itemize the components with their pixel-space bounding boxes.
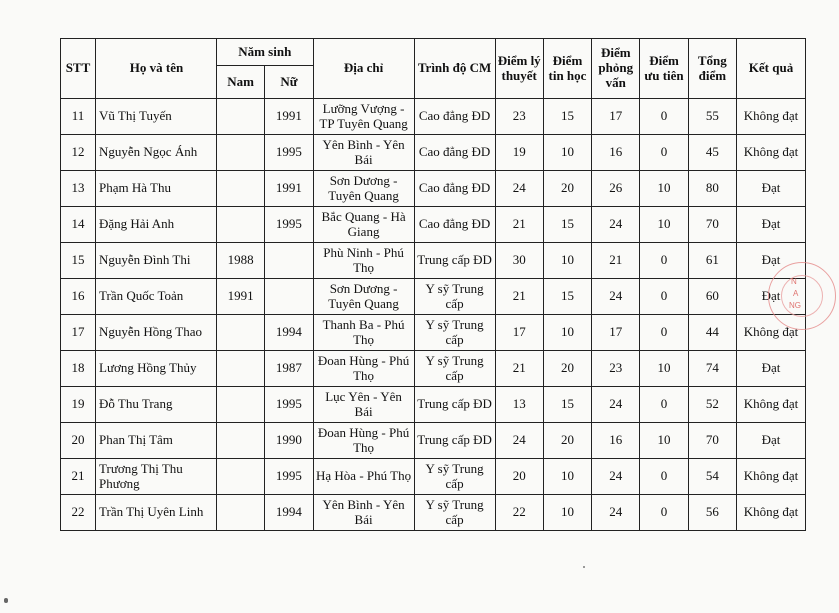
cell-priority-score: 0: [640, 459, 688, 495]
cell-theory-score: 19: [495, 135, 543, 171]
header-male: Nam: [217, 66, 265, 99]
header-interview: Điểm phỏng vấn: [592, 39, 640, 99]
cell-birth-male: 1988: [217, 243, 265, 279]
header-result: Kết quả: [737, 39, 806, 99]
cell-interview-score: 24: [592, 279, 640, 315]
table-row: [61, 315, 806, 351]
table-row: [61, 387, 806, 423]
cell-it-score: 20: [543, 171, 591, 207]
cell-birth-female: 1991: [265, 171, 313, 207]
cell-total-score: 80: [688, 171, 736, 207]
cell-result: Không đạt: [737, 315, 806, 351]
cell-interview-score: 24: [592, 207, 640, 243]
cell-name: Trần Thị Uyên Linh: [96, 495, 217, 531]
cell-interview-score: 23: [592, 351, 640, 387]
table-row: [61, 243, 806, 279]
cell-address: Lưỡng Vượng - TP Tuyên Quang: [313, 99, 414, 135]
cell-it-score: 10: [543, 135, 591, 171]
cell-result: Không đạt: [737, 459, 806, 495]
cell-priority-score: 10: [640, 171, 688, 207]
cell-name: Phạm Hà Thu: [96, 171, 217, 207]
cell-birth-male: [217, 351, 265, 387]
cell-it-score: 20: [543, 423, 591, 459]
cell-theory-score: 21: [495, 351, 543, 387]
cell-birth-male: [217, 315, 265, 351]
cell-it-score: 10: [543, 243, 591, 279]
cell-address: Hạ Hòa - Phú Thọ: [313, 459, 414, 495]
cell-it-score: 10: [543, 459, 591, 495]
cell-name: Nguyễn Ngọc Ánh: [96, 135, 217, 171]
cell-birth-female: 1995: [265, 387, 313, 423]
table-row: [61, 495, 806, 531]
cell-name: Trần Quốc Toản: [96, 279, 217, 315]
cell-total-score: 70: [688, 423, 736, 459]
cell-priority-score: 10: [640, 207, 688, 243]
cell-stt: 12: [61, 135, 96, 171]
cell-birth-female: 1990: [265, 423, 313, 459]
cell-name: Trương Thị Thu Phương: [96, 459, 217, 495]
header-priority: Điểm ưu tiên: [640, 39, 688, 99]
cell-total-score: 52: [688, 387, 736, 423]
cell-interview-score: 17: [592, 315, 640, 351]
cell-it-score: 20: [543, 351, 591, 387]
cell-priority-score: 0: [640, 279, 688, 315]
cell-birth-female: 1994: [265, 495, 313, 531]
header-stt: STT: [61, 39, 96, 99]
results-table: [60, 38, 806, 531]
cell-address: Đoan Hùng - Phú Thọ: [313, 351, 414, 387]
table-row: [61, 423, 806, 459]
cell-birth-female: 1995: [265, 135, 313, 171]
cell-total-score: 54: [688, 459, 736, 495]
cell-it-score: 15: [543, 99, 591, 135]
cell-it-score: 10: [543, 315, 591, 351]
header-female: Nữ: [265, 66, 313, 99]
cell-level: Cao đẳng ĐD: [414, 99, 495, 135]
cell-birth-male: [217, 207, 265, 243]
table-row: [61, 351, 806, 387]
header-name: Họ và tên: [96, 39, 217, 99]
cell-result: Không đạt: [737, 99, 806, 135]
cell-birth-female: 1995: [265, 207, 313, 243]
table-row: [61, 459, 806, 495]
cell-theory-score: 24: [495, 423, 543, 459]
cell-level: Cao đẳng ĐD: [414, 135, 495, 171]
cell-result: Đạt: [737, 423, 806, 459]
cell-priority-score: 0: [640, 135, 688, 171]
cell-address: Lục Yên - Yên Bái: [313, 387, 414, 423]
cell-birth-female: 1987: [265, 351, 313, 387]
table-body: [61, 99, 806, 531]
cell-stt: 21: [61, 459, 96, 495]
cell-name: Nguyễn Hồng Thao: [96, 315, 217, 351]
cell-birth-female: 1994: [265, 315, 313, 351]
cell-result: Đạt: [737, 351, 806, 387]
header-theory: Điểm lý thuyết: [495, 39, 543, 99]
cell-stt: 11: [61, 99, 96, 135]
cell-priority-score: 0: [640, 99, 688, 135]
cell-level: Trung cấp ĐD: [414, 387, 495, 423]
table-row: [61, 171, 806, 207]
cell-level: Y sỹ Trung cấp: [414, 351, 495, 387]
cell-name: Lương Hồng Thủy: [96, 351, 217, 387]
cell-birth-female: 1995: [265, 459, 313, 495]
cell-total-score: 60: [688, 279, 736, 315]
cell-result: Đạt: [737, 207, 806, 243]
cell-level: Cao đẳng ĐD: [414, 171, 495, 207]
cell-level: Trung cấp ĐD: [414, 423, 495, 459]
cell-interview-score: 24: [592, 387, 640, 423]
cell-birth-female: [265, 243, 313, 279]
cell-theory-score: 21: [495, 279, 543, 315]
cell-stt: 19: [61, 387, 96, 423]
cell-priority-score: 0: [640, 243, 688, 279]
cell-priority-score: 10: [640, 423, 688, 459]
cell-result: Không đạt: [737, 135, 806, 171]
cell-total-score: 61: [688, 243, 736, 279]
cell-level: Y sỹ Trung cấp: [414, 495, 495, 531]
cell-interview-score: 21: [592, 243, 640, 279]
cell-stt: 18: [61, 351, 96, 387]
cell-result: Không đạt: [737, 495, 806, 531]
cell-address: Phù Ninh - Phú Thọ: [313, 243, 414, 279]
cell-priority-score: 0: [640, 495, 688, 531]
cell-result: Đạt: [737, 279, 806, 315]
cell-birth-male: [217, 99, 265, 135]
cell-name: Phan Thị Tâm: [96, 423, 217, 459]
cell-total-score: 44: [688, 315, 736, 351]
cell-interview-score: 24: [592, 495, 640, 531]
header-total: Tổng điểm: [688, 39, 736, 99]
scan-speck: [4, 598, 8, 603]
cell-total-score: 55: [688, 99, 736, 135]
cell-result: Đạt: [737, 171, 806, 207]
cell-address: Đoan Hùng - Phú Thọ: [313, 423, 414, 459]
scan-speck: [583, 566, 585, 568]
table-row: [61, 207, 806, 243]
stamp-letter: NG: [789, 301, 801, 310]
cell-interview-score: 26: [592, 171, 640, 207]
cell-name: Đặng Hải Anh: [96, 207, 217, 243]
cell-level: Y sỹ Trung cấp: [414, 459, 495, 495]
cell-name: Đỗ Thu Trang: [96, 387, 217, 423]
cell-total-score: 70: [688, 207, 736, 243]
cell-total-score: 74: [688, 351, 736, 387]
cell-stt: 15: [61, 243, 96, 279]
cell-address: Thanh Ba - Phú Thọ: [313, 315, 414, 351]
cell-birth-male: 1991: [217, 279, 265, 315]
cell-theory-score: 30: [495, 243, 543, 279]
cell-theory-score: 13: [495, 387, 543, 423]
cell-total-score: 56: [688, 495, 736, 531]
cell-birth-male: [217, 459, 265, 495]
cell-theory-score: 23: [495, 99, 543, 135]
cell-priority-score: 0: [640, 315, 688, 351]
cell-it-score: 15: [543, 279, 591, 315]
cell-theory-score: 21: [495, 207, 543, 243]
cell-birth-male: [217, 423, 265, 459]
stamp-letter: A: [793, 289, 799, 298]
cell-priority-score: 0: [640, 387, 688, 423]
cell-birth-male: [217, 135, 265, 171]
cell-name: Nguyễn Đình Thi: [96, 243, 217, 279]
cell-address: Sơn Dương - Tuyên Quang: [313, 171, 414, 207]
cell-birth-male: [217, 387, 265, 423]
cell-result: Không đạt: [737, 387, 806, 423]
cell-level: Y sỹ Trung cấp: [414, 279, 495, 315]
cell-address: Yên Bình - Yên Bái: [313, 495, 414, 531]
cell-interview-score: 16: [592, 423, 640, 459]
cell-it-score: 15: [543, 387, 591, 423]
cell-stt: 17: [61, 315, 96, 351]
cell-address: Sơn Dương - Tuyên Quang: [313, 279, 414, 315]
cell-interview-score: 24: [592, 459, 640, 495]
cell-stt: 14: [61, 207, 96, 243]
cell-birth-male: [217, 171, 265, 207]
header-row: [61, 39, 806, 66]
cell-result: Đạt: [737, 243, 806, 279]
header-level: Trình độ CM: [414, 39, 495, 99]
cell-theory-score: 17: [495, 315, 543, 351]
header-address: Địa chỉ: [313, 39, 414, 99]
cell-total-score: 45: [688, 135, 736, 171]
header-it: Điểm tin học: [543, 39, 591, 99]
cell-level: Cao đẳng ĐD: [414, 207, 495, 243]
table-row: [61, 99, 806, 135]
cell-level: Y sỹ Trung cấp: [414, 315, 495, 351]
cell-birth-female: 1991: [265, 99, 313, 135]
cell-theory-score: 24: [495, 171, 543, 207]
cell-theory-score: 20: [495, 459, 543, 495]
header-birth-year: Năm sinh: [217, 39, 314, 66]
cell-stt: 22: [61, 495, 96, 531]
cell-it-score: 10: [543, 495, 591, 531]
cell-theory-score: 22: [495, 495, 543, 531]
cell-it-score: 15: [543, 207, 591, 243]
stamp-letter: N: [791, 277, 797, 286]
cell-name: Vũ Thị Tuyến: [96, 99, 217, 135]
cell-birth-male: [217, 495, 265, 531]
cell-address: Yên Bình - Yên Bái: [313, 135, 414, 171]
cell-level: Trung cấp ĐD: [414, 243, 495, 279]
stamp-inner-ring: [781, 275, 823, 317]
table-row: [61, 135, 806, 171]
cell-stt: 13: [61, 171, 96, 207]
cell-address: Bắc Quang - Hà Giang: [313, 207, 414, 243]
cell-interview-score: 16: [592, 135, 640, 171]
cell-birth-female: [265, 279, 313, 315]
red-seal-stamp: [768, 262, 836, 330]
cell-priority-score: 10: [640, 351, 688, 387]
cell-interview-score: 17: [592, 99, 640, 135]
cell-stt: 20: [61, 423, 96, 459]
cell-stt: 16: [61, 279, 96, 315]
table-row: [61, 279, 806, 315]
